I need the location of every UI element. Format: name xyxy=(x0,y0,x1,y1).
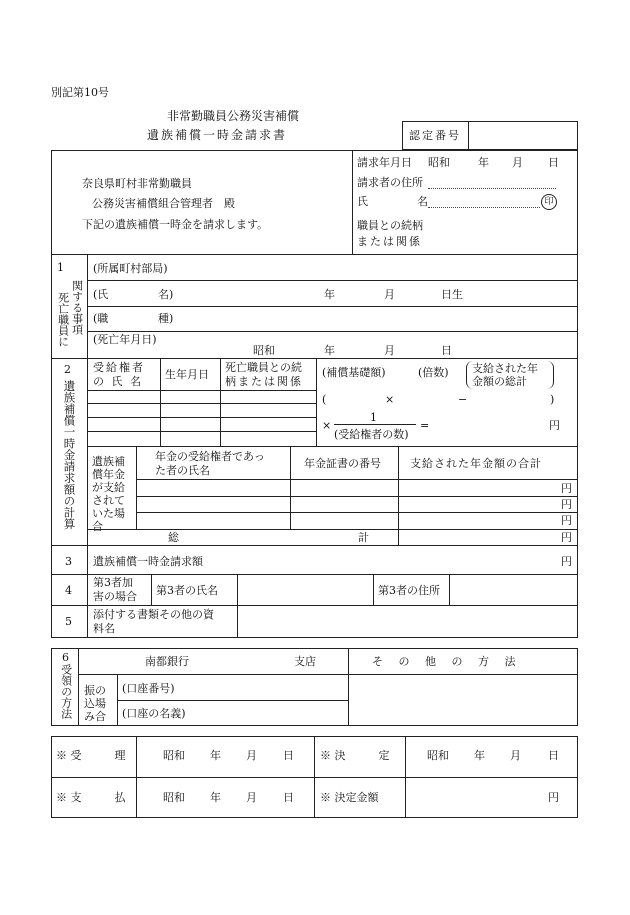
pension-name-header-2: た者の氏名 xyxy=(155,464,210,477)
death-date-label: (死亡年月日) xyxy=(93,333,157,346)
pension-case-6: 合 xyxy=(92,520,103,533)
pension-case-4: されて xyxy=(92,494,125,507)
cert-number-label: 認定番号 xyxy=(409,129,461,142)
decided-amount-yen: 円 xyxy=(548,791,559,804)
third-party-address-label: 第3者の住所 xyxy=(378,584,440,597)
accept-label: ※ 受 理 xyxy=(56,749,126,762)
death-date-day: 日 xyxy=(441,344,452,357)
third-party-name-label: 第3者の氏名 xyxy=(156,584,218,597)
death-date-year: 年 xyxy=(324,344,335,357)
third-party-name-field[interactable] xyxy=(239,576,371,603)
recipient-row[interactable] xyxy=(87,431,316,432)
claimant-name-label-2: 名 xyxy=(417,195,428,208)
transfer-label-1: 振の xyxy=(84,684,106,697)
section1-label-b: 関する事項 xyxy=(70,280,84,335)
section5-label-1: 添付する書類その他の資 xyxy=(93,608,214,621)
formula-equals: = xyxy=(420,419,430,432)
section6-label: 受領の方法 xyxy=(59,664,73,719)
attached-documents-field[interactable] xyxy=(239,607,576,636)
accept-month: 月 xyxy=(246,749,257,762)
paid-total-2: 金額の総計 xyxy=(472,375,527,388)
job-type-close: 種) xyxy=(158,312,174,325)
form-title-line1: 非常勤職員公務災害補償 xyxy=(167,109,300,123)
deceased-name-open: (氏 xyxy=(93,288,109,301)
base-amount-label: (補償基礎額) xyxy=(322,366,386,379)
decide-year: 年 xyxy=(474,749,485,762)
pension-case-3: が支給 xyxy=(92,481,125,494)
pension-cert-header: 年金証書の番号 xyxy=(304,457,381,470)
pay-year: 年 xyxy=(210,791,221,804)
pay-label: ※ 支 払 xyxy=(56,791,126,804)
fraction-numerator: 1 xyxy=(370,411,377,424)
accept-era: 昭和 xyxy=(163,749,185,762)
claim-date-year: 年 xyxy=(478,156,489,169)
pension-row-yen: 円 xyxy=(561,482,572,495)
section2-label: 遺族補償一時金請求額の計算 xyxy=(62,380,77,530)
formula-paren-close: ) xyxy=(550,393,555,406)
claim-date-month: 月 xyxy=(512,156,523,169)
pension-total-1: 総 xyxy=(168,531,179,544)
pension-total-yen: 円 xyxy=(561,531,572,544)
pension-case-2: 償年金 xyxy=(92,468,125,481)
pension-total-2: 計 xyxy=(358,531,369,544)
deceased-birth-year: 年 xyxy=(324,288,335,301)
addressee-line3: 下記の遺族補償一時金を請求します。 xyxy=(82,218,269,231)
other-method-label: そ の 他 の 方 法 xyxy=(372,655,522,668)
claimant-name-label-1: 氏 xyxy=(357,195,368,208)
affiliation-label: (所属町村部局) xyxy=(93,262,168,275)
pay-day: 日 xyxy=(283,791,294,804)
transfer-label-2: 込場 xyxy=(84,697,106,710)
claimant-address-field[interactable] xyxy=(428,188,556,189)
section3-label: 遺族補償一時金請求額 xyxy=(93,555,203,568)
job-type-open: (職 xyxy=(93,312,109,325)
pension-case-5: いた場 xyxy=(92,507,125,520)
addressee-line1: 奈良県町村非常勤職員 xyxy=(82,177,192,190)
recipient-header-2: の 氏 名 xyxy=(93,375,143,388)
pension-case-1: 遺族補 xyxy=(92,455,125,468)
deceased-name-close: 名) xyxy=(158,288,174,301)
addressee-line2: 公務災害補償組合管理者 殿 xyxy=(92,197,235,210)
pay-era: 昭和 xyxy=(163,791,185,804)
relation-header-2: 柄または関係 xyxy=(225,375,303,388)
claimant-name-field[interactable] xyxy=(428,207,540,208)
accept-year: 年 xyxy=(210,749,221,762)
recipient-row[interactable] xyxy=(87,417,316,418)
recipient-header-1: 受給権者 xyxy=(93,361,145,374)
claim-date-label: 請求年月日 xyxy=(357,156,412,169)
section1-number: 1 xyxy=(57,261,64,274)
recipient-row[interactable] xyxy=(87,403,316,404)
formula-times2: × xyxy=(322,419,332,432)
seal-mark: 印 xyxy=(541,194,557,210)
section3-yen: 円 xyxy=(561,555,572,568)
formula-paren-open: ( xyxy=(322,393,327,406)
pension-sum-header: 支給された年金額の合計 xyxy=(410,457,542,470)
form-number: 別記第10号 xyxy=(51,86,109,99)
bank-name: 南都銀行 xyxy=(145,655,189,668)
pension-row-yen: 円 xyxy=(561,498,572,511)
section4-number: 4 xyxy=(65,584,72,597)
formula-minus: − xyxy=(458,393,468,406)
accept-day: 日 xyxy=(283,749,294,762)
relation-label-1: 職員との続柄 xyxy=(357,219,423,232)
bank-branch: 支店 xyxy=(294,655,316,668)
section4-label-1: 第3者加 xyxy=(93,576,133,589)
decide-day: 日 xyxy=(548,749,559,762)
section4-label-2: 害の場合 xyxy=(93,590,137,603)
decided-amount-label: ※ 決定金額 xyxy=(320,791,379,804)
claimant-address-label: 請求者の住所 xyxy=(357,176,423,189)
formula-times: × xyxy=(385,393,395,406)
fraction-denominator: (受給権者の数) xyxy=(334,428,409,441)
section5-number: 5 xyxy=(65,615,72,628)
birth-header: 生年月日 xyxy=(165,368,209,381)
account-name-label: (口座の名義) xyxy=(122,707,186,720)
death-date-month: 月 xyxy=(384,344,395,357)
paid-total-1: 支給された年 xyxy=(472,362,538,375)
pension-row-yen: 円 xyxy=(561,514,572,527)
cert-number-field[interactable] xyxy=(470,123,576,148)
multiplier-label: (倍数) xyxy=(418,366,449,379)
decide-month: 月 xyxy=(510,749,521,762)
deceased-birth-month: 月 xyxy=(384,288,395,301)
death-date-era: 昭和 xyxy=(253,344,275,357)
transfer-label-3: み合 xyxy=(84,710,106,723)
account-number-label: (口座番号) xyxy=(122,682,175,695)
decide-label: ※ 決 定 xyxy=(320,749,390,762)
relation-header-1: 死亡職員との続 xyxy=(225,361,302,374)
fraction-bar xyxy=(334,424,416,425)
pay-month: 月 xyxy=(246,791,257,804)
deceased-birth-day: 日生 xyxy=(441,288,463,301)
section2-number: 2 xyxy=(64,363,71,376)
section1-label-a: 死亡職員に xyxy=(56,292,70,347)
section6-number: 6 xyxy=(62,651,69,664)
form-title-line2: 遺族補償一時金請求書 xyxy=(147,128,288,142)
formula-yen: 円 xyxy=(549,419,560,432)
third-party-address-field[interactable] xyxy=(451,576,576,603)
claim-date-era: 昭和 xyxy=(428,156,450,169)
claim-date-day: 日 xyxy=(548,156,559,169)
decide-era: 昭和 xyxy=(427,749,449,762)
section3-number: 3 xyxy=(65,555,72,568)
section5-label-2: 料名 xyxy=(93,622,115,635)
relation-label-2: または関係 xyxy=(357,235,422,248)
pension-name-header-1: 年金の受給権者であっ xyxy=(155,450,265,463)
